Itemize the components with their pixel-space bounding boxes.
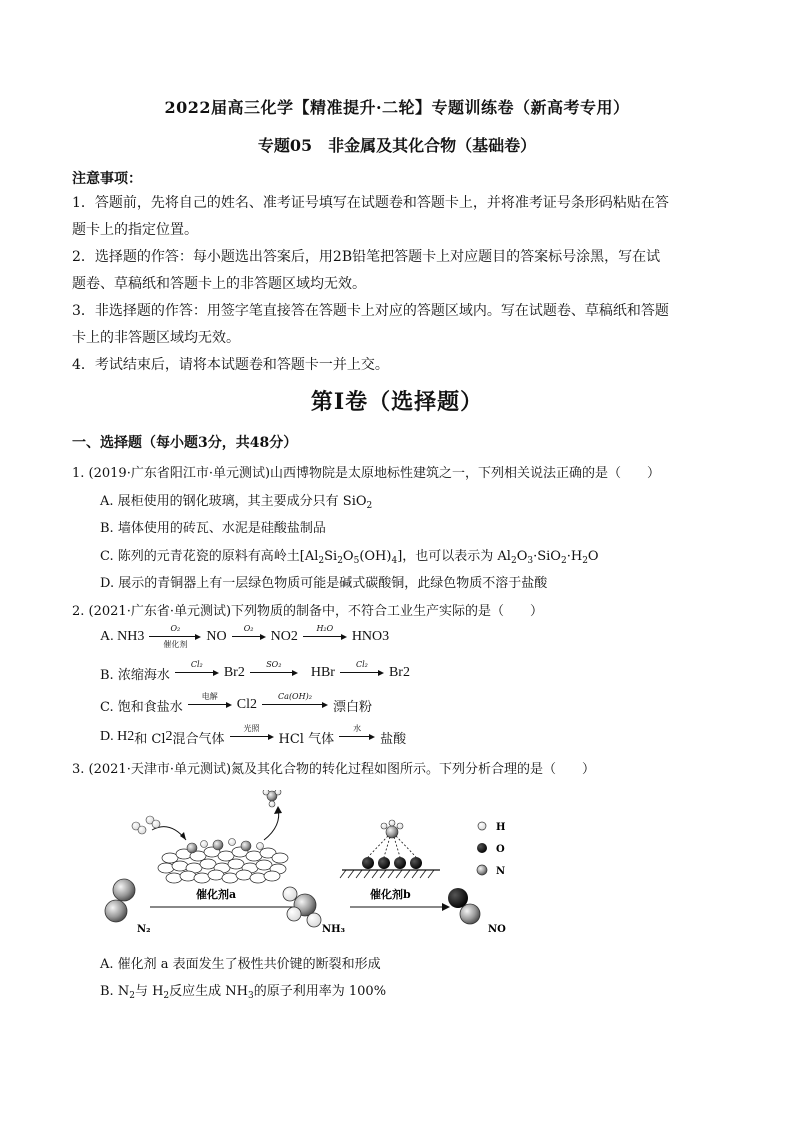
reaction-arrow: O₂ [232, 624, 266, 650]
page-subtitle: 专题05 非金属及其化合物（基础卷） [257, 136, 537, 155]
question-1-option-c: C. 陈列的元青花瓷的原料有高岭土$[Al_2Si_2O_5(OH)_4]$，也可以表示为 $Al_2O_3\cdot SiO_2\cdot H_2O$ [100, 549, 599, 566]
n2-label: N₂ [137, 924, 151, 935]
notice-line: 卡上的非答题区域均无效。 [72, 330, 240, 346]
question-3-option-a: A. 催化剂 a 表面发生了极性共价键的断裂和形成 [100, 957, 381, 972]
question-2-stem: 2. (2021·广东省·单元测试)下列物质的制备中，不符合工业生产实际的是（ ） [72, 604, 544, 619]
question-1-option-d: D. 展示的青铜器上有一层绿色物质可能是碱式碳酸铜，此绿色物质不溶于盐酸 [100, 576, 548, 591]
reaction-arrow: O₂ 催化剂 [149, 624, 201, 650]
question-1-option-a: A. 展柜使用的钢化玻璃，其主要成分只有 SiO$_2$ [100, 494, 373, 511]
notice-line: 1．答题前，先将自己的姓名、准考证号填写在试题卷和答题卡上，并将准考证号条形码粘贴在答 [72, 195, 669, 211]
svg-text:H: H [496, 822, 506, 833]
notice-line: 4．考试结束后，请将本试题卷和答题卡一并上交。 [72, 357, 389, 373]
reaction-arrow: Cl₂ [175, 660, 219, 686]
question-2-option-a: A. NH 3 O₂ 催化剂 NO O₂ NO 2 H₂O HNO 3 [100, 624, 390, 649]
svg-text:O: O [496, 844, 505, 855]
h2-molecules [132, 816, 160, 834]
atom-legend [477, 822, 505, 877]
n2-molecule [105, 879, 135, 922]
question-3-stem: 3. (2021·天津市·单元测试)氮及其化合物的转化过程如图所示。下列分析合理的是（ ） [72, 762, 596, 777]
part-title: 第Ⅰ卷（选择题） [310, 389, 484, 415]
no-label: NO [488, 924, 506, 935]
page-title: 2022届高三化学【精准提升·二轮】专题训练卷（新高考专用） [164, 98, 630, 117]
question-2-option-b: B. 浓缩海水 Cl₂ Br 2 SO₂ HBr Cl₂ Br 2 [100, 660, 410, 686]
question-1-option-b: B. 墙体使用的砖瓦、水泥是硅酸盐制品 [100, 521, 326, 536]
question-2-option-c: C. 饱和食盐水 电解 Cl 2 Ca(OH)₂ 漂白粉 [100, 692, 372, 718]
nh3-label: NH₃ [322, 924, 345, 935]
notice-line: 2．选择题的作答：每小题选出答案后，用2B铅笔把答题卡上对应题目的答案标号涂黑，写在试 [72, 249, 661, 265]
question-2-option-d: D. H 2 和 Cl 2 混合气体 光照 HCl 气体 水 盐酸 [100, 724, 406, 750]
reaction-arrow: Ca(OH)₂ [262, 692, 328, 718]
no-molecule [448, 888, 480, 924]
section-heading: 一、选择题（每小题3分，共48分） [72, 435, 298, 451]
reaction-arrow: 水 [339, 724, 375, 750]
catalyst-a-label: 催化剂a [196, 888, 237, 901]
reaction-arrow: 光照 [230, 724, 274, 750]
catalyst-b-label: 催化剂b [370, 888, 411, 901]
question-1-stem: 1. (2019·广东省阳江市·单元测试)山西博物院是太原地标性建筑之一，下列相关说法正确的是（ ） [72, 466, 661, 481]
notice-line: 题卡上的指定位置。 [72, 222, 198, 238]
catalyst-b-surface [340, 820, 440, 878]
reaction-arrow: Cl₂ [340, 660, 384, 686]
question-3-option-b: B. $N_2$与 $H_2$反应生成 $NH_3$的原子利用率为 100% [100, 984, 387, 1001]
reaction-arrow: 电解 [188, 692, 232, 718]
notice-line: 题卷、草稿纸和答题卡上的非答题区域均无效。 [72, 276, 366, 292]
reaction-arrow: H₂O [303, 624, 347, 650]
adsorption-arrow [152, 827, 186, 840]
notice-heading: 注意事项： [72, 171, 142, 187]
notice-line: 3．非选择题的作答：用签字笔直接答在答题卡上对应的答题区域内。写在试题卷、草稿纸和答题 [72, 303, 669, 319]
catalyst-a-surface [158, 847, 288, 883]
nh3-molecule-released [263, 790, 281, 807]
reaction-arrow: SO₂ [250, 660, 298, 686]
nitrogen-conversion-diagram [100, 790, 700, 940]
svg-text:N: N [496, 866, 506, 877]
